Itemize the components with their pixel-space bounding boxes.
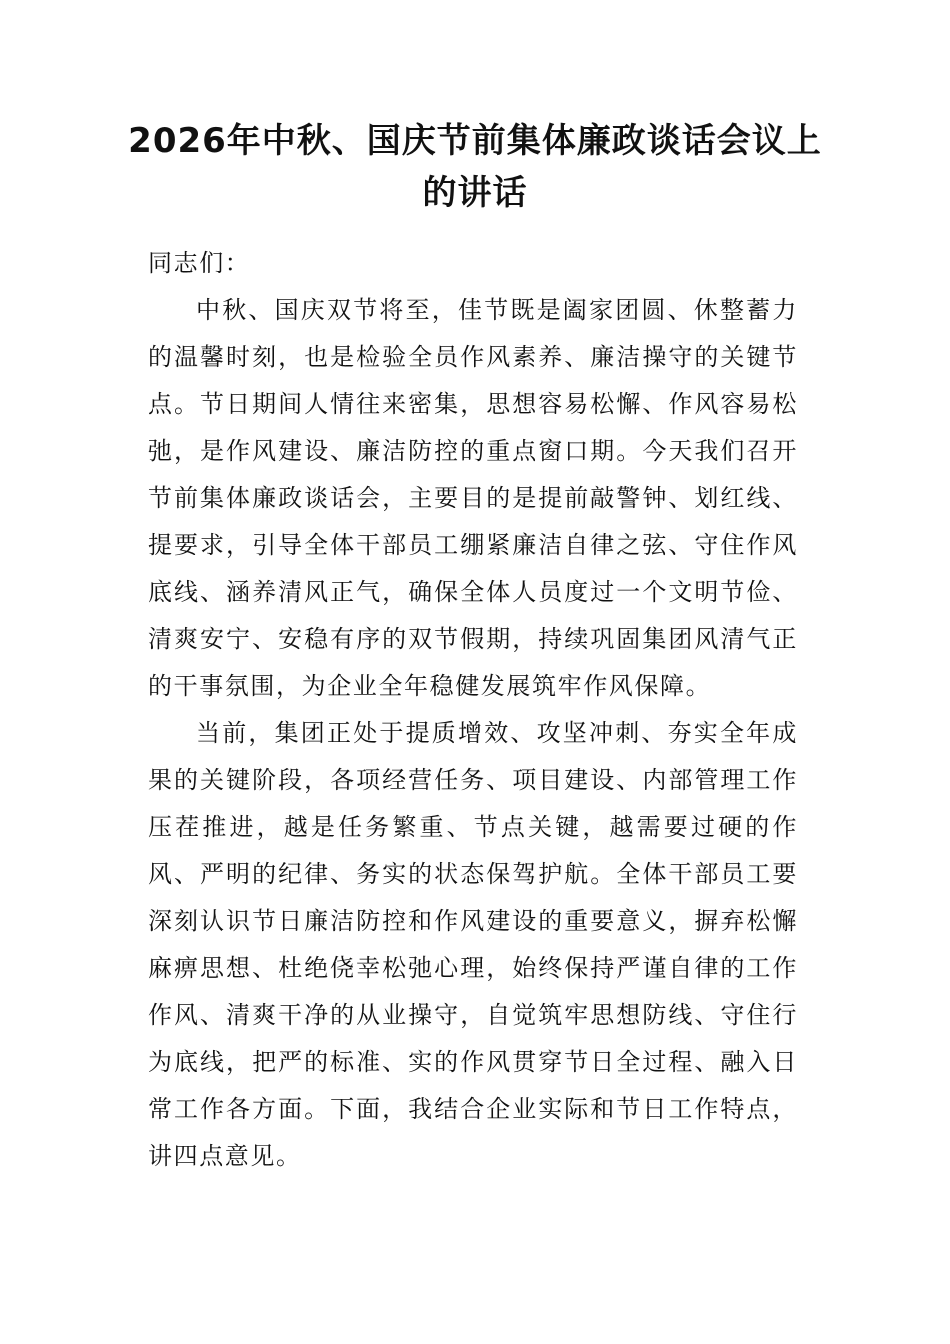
- salutation: 同志们：: [148, 249, 251, 277]
- document-title: 2026年中秋、国庆节前集体廉政谈话会议上的讲话: [128, 121, 822, 213]
- document-body: [148, 240, 798, 1180]
- paragraph-1: 中秋、国庆双节将至，佳节既是阖家团圆、休整蓄力的温馨时刻，也是检验全员作风素养、廉洁操守的关键节点。节日期间人情往来密集，思想容易松懈、作风容易松弛，是作风建设、廉洁防控的重点窗口期。今天我们召开节前集体廉政谈话会，主要目的是提前敲警钟、划红线、提要求，引导全体干部员工绷紧廉洁自律之弦、守住作风底线、涵养清风正气，确保全体人员度过一个文明节俭、清爽安宁、安稳有序的双节假期，持续巩固集团风清气正的干事氛围，为企业全年稳健发展筑牢作风保障。: [148, 296, 798, 700]
- paragraph-2: 当前，集团正处于提质增效、攻坚冲刺、夯实全年成果的关键阶段，各项经营任务、项目建设、内部管理工作压茬推进，越是任务繁重、节点关键，越需要过硬的作风、严明的纪律、务实的状态保驾护航。全体干部员工要深刻认识节日廉洁防控和作风建设的重要意义，摒弃松懈麻痹思想、杜绝侥幸松弛心理，始终保持严谨自律的工作作风、清爽干净的从业操守，自觉筑牢思想防线、守住行为底线，把严的标准、实的作风贯穿节日全过程、融入日常工作各方面。下面，我结合企业实际和节日工作特点，讲四点意见。: [148, 719, 798, 1170]
